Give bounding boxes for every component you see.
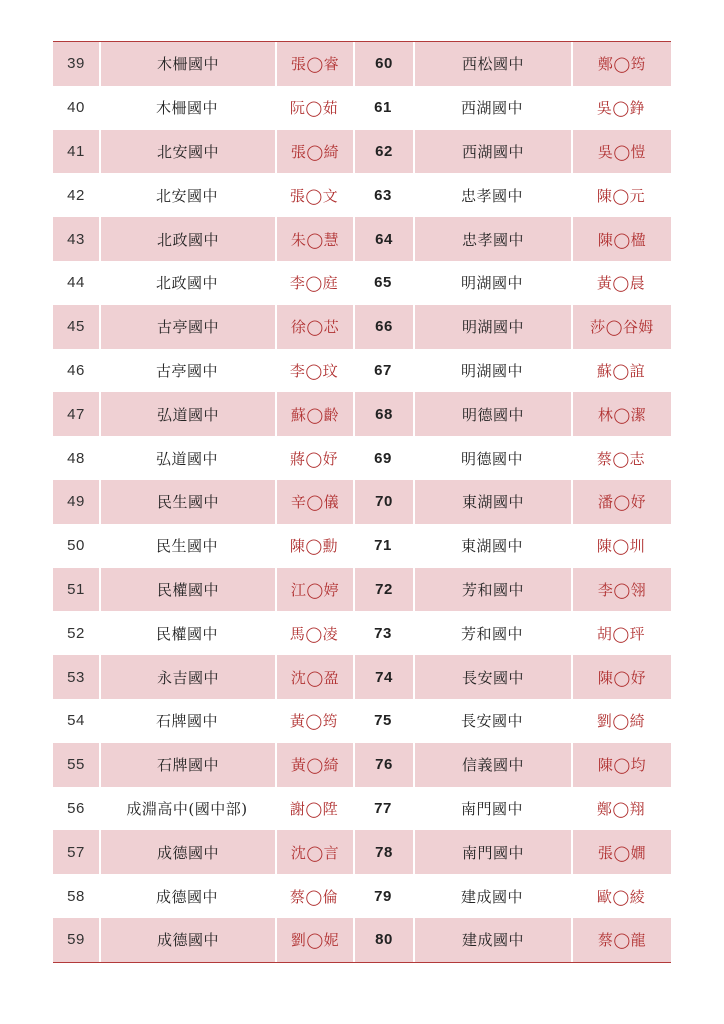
table-row	[53, 217, 671, 261]
school-name: 西湖國中	[460, 99, 523, 118]
row-number: 51	[67, 580, 85, 598]
row-number: 80	[353, 918, 413, 962]
row-number: 43	[67, 230, 85, 248]
school-name: 石牌國中	[155, 712, 218, 731]
school-name: 西湖國中	[413, 130, 571, 174]
table-row	[53, 787, 671, 831]
row-number: 78	[353, 830, 413, 874]
student-name: 林◯潔	[571, 392, 671, 436]
row-number: 47	[67, 405, 85, 423]
school-name: 民權國中	[155, 624, 218, 643]
student-name: 陳◯妤	[571, 655, 671, 699]
table-row	[53, 86, 671, 130]
student-name: 胡◯玶	[596, 624, 646, 643]
row-number: 52	[67, 624, 85, 642]
student-name: 張◯綺	[275, 130, 353, 174]
school-name: 忠孝國中	[413, 217, 571, 261]
student-name: 沈◯言	[275, 830, 353, 874]
student-name: 吳◯錚	[596, 99, 646, 118]
row-number: 69	[374, 449, 392, 467]
row-number: 64	[353, 217, 413, 261]
school-name: 芳和國中	[460, 624, 523, 643]
student-name: 張◯睿	[275, 42, 353, 86]
table-row	[53, 699, 671, 743]
student-name: 陳◯均	[571, 743, 671, 787]
row-number: 54	[67, 712, 85, 730]
table-row	[53, 349, 671, 393]
row-number: 73	[374, 624, 392, 642]
school-name: 北政國中	[155, 274, 218, 293]
school-name: 成德國中	[155, 887, 218, 906]
school-name: 成德國中	[99, 918, 275, 962]
row-number: 68	[353, 392, 413, 436]
row-number: 58	[67, 887, 85, 905]
school-name: 民權國中	[99, 568, 275, 612]
table-row	[53, 743, 671, 787]
table-row	[53, 524, 671, 568]
row-number: 60	[353, 42, 413, 86]
table-row	[53, 173, 671, 217]
student-name: 馬◯凌	[289, 624, 339, 643]
school-name: 成德國中	[99, 830, 275, 874]
row-number: 70	[353, 480, 413, 524]
school-name: 永吉國中	[99, 655, 275, 699]
student-name: 陳◯楹	[571, 217, 671, 261]
student-name: 張◯文	[289, 186, 339, 205]
student-name: 黃◯綺	[275, 743, 353, 787]
table-row	[53, 611, 671, 655]
student-name: 陳◯勳	[289, 537, 339, 556]
student-name: 鄭◯筠	[571, 42, 671, 86]
row-number: 56	[67, 799, 85, 817]
row-number: 49	[67, 493, 85, 511]
student-name: 劉◯妮	[275, 918, 353, 962]
student-name: 歐◯綾	[596, 887, 646, 906]
row-number: 57	[67, 843, 85, 861]
row-number: 67	[374, 361, 392, 379]
school-name: 信義國中	[413, 743, 571, 787]
school-name: 西松國中	[413, 42, 571, 86]
table-row	[53, 305, 671, 349]
school-name: 古亭國中	[99, 305, 275, 349]
school-name: 建成國中	[460, 887, 523, 906]
student-name: 徐◯芯	[275, 305, 353, 349]
school-name: 成淵高中(國中部)	[126, 799, 248, 818]
table-row	[53, 42, 671, 86]
row-number: 72	[353, 568, 413, 612]
table-row	[53, 918, 671, 962]
school-name: 木柵國中	[99, 42, 275, 86]
student-name: 潘◯妤	[571, 480, 671, 524]
student-name: 蔡◯倫	[289, 887, 339, 906]
student-name: 蔡◯志	[596, 449, 646, 468]
student-list-table	[53, 41, 671, 963]
school-name: 忠孝國中	[460, 186, 523, 205]
student-name: 江◯婷	[275, 568, 353, 612]
student-name: 陳◯元	[596, 186, 646, 205]
row-number: 59	[67, 931, 85, 949]
student-name: 朱◯慧	[275, 217, 353, 261]
student-name: 沈◯盈	[275, 655, 353, 699]
row-number: 53	[67, 668, 85, 686]
school-name: 明德國中	[413, 392, 571, 436]
school-name: 明湖國中	[460, 361, 523, 380]
student-name: 蔡◯龍	[571, 918, 671, 962]
row-number: 63	[374, 186, 392, 204]
student-name: 蘇◯誼	[596, 361, 646, 380]
school-name: 北安國中	[99, 130, 275, 174]
school-name: 明德國中	[460, 449, 523, 468]
row-number: 71	[374, 537, 392, 555]
school-name: 民生國中	[99, 480, 275, 524]
table-row	[53, 655, 671, 699]
row-number: 44	[67, 274, 85, 292]
school-name: 石牌國中	[99, 743, 275, 787]
row-number: 45	[67, 318, 85, 336]
school-name: 北政國中	[99, 217, 275, 261]
row-number: 65	[374, 274, 392, 292]
student-name: 鄭◯翔	[596, 799, 646, 818]
row-number: 79	[374, 887, 392, 905]
row-number: 41	[67, 142, 85, 160]
student-name: 黃◯筠	[289, 712, 339, 731]
row-number: 55	[67, 756, 85, 774]
student-name: 張◯嫺	[571, 830, 671, 874]
table-row	[53, 130, 671, 174]
table-row	[53, 480, 671, 524]
row-number: 39	[67, 55, 85, 73]
student-name: 辛◯儀	[275, 480, 353, 524]
row-number: 74	[353, 655, 413, 699]
row-number: 48	[67, 449, 85, 467]
table-row	[53, 392, 671, 436]
student-name: 阮◯茹	[289, 99, 339, 118]
row-number: 50	[67, 537, 85, 555]
row-number: 40	[67, 99, 85, 117]
row-number: 76	[353, 743, 413, 787]
student-name: 謝◯陞	[289, 799, 339, 818]
school-name: 弘道國中	[99, 392, 275, 436]
row-number: 75	[374, 712, 392, 730]
table-row	[53, 874, 671, 918]
table-row	[53, 568, 671, 612]
school-name: 明湖國中	[413, 305, 571, 349]
student-name: 李◯翎	[571, 568, 671, 612]
school-name: 古亭國中	[155, 361, 218, 380]
student-name: 劉◯綺	[596, 712, 646, 731]
row-number: 77	[374, 799, 392, 817]
school-name: 南門國中	[460, 799, 523, 818]
student-name: 李◯玟	[289, 361, 339, 380]
school-name: 建成國中	[413, 918, 571, 962]
student-name: 黃◯晨	[596, 274, 646, 293]
student-name: 蔣◯妤	[289, 449, 339, 468]
school-name: 東湖國中	[413, 480, 571, 524]
row-number: 42	[67, 186, 85, 204]
student-name: 李◯庭	[289, 274, 339, 293]
school-name: 長安國中	[460, 712, 523, 731]
student-name: 吳◯愷	[571, 130, 671, 174]
school-name: 東湖國中	[460, 537, 523, 556]
school-name: 北安國中	[155, 186, 218, 205]
row-number: 66	[353, 305, 413, 349]
school-name: 南門國中	[413, 830, 571, 874]
table-row	[53, 261, 671, 305]
school-name: 長安國中	[413, 655, 571, 699]
row-number: 46	[67, 361, 85, 379]
school-name: 弘道國中	[155, 449, 218, 468]
student-name: 蘇◯齡	[275, 392, 353, 436]
school-name: 明湖國中	[460, 274, 523, 293]
table-row	[53, 830, 671, 874]
table-row	[53, 436, 671, 480]
school-name: 芳和國中	[413, 568, 571, 612]
school-name: 木柵國中	[155, 99, 218, 118]
student-name: 陳◯圳	[596, 537, 646, 556]
school-name: 民生國中	[155, 537, 218, 556]
student-name: 莎◯谷姆	[571, 305, 671, 349]
row-number: 61	[374, 99, 392, 117]
row-number: 62	[353, 130, 413, 174]
